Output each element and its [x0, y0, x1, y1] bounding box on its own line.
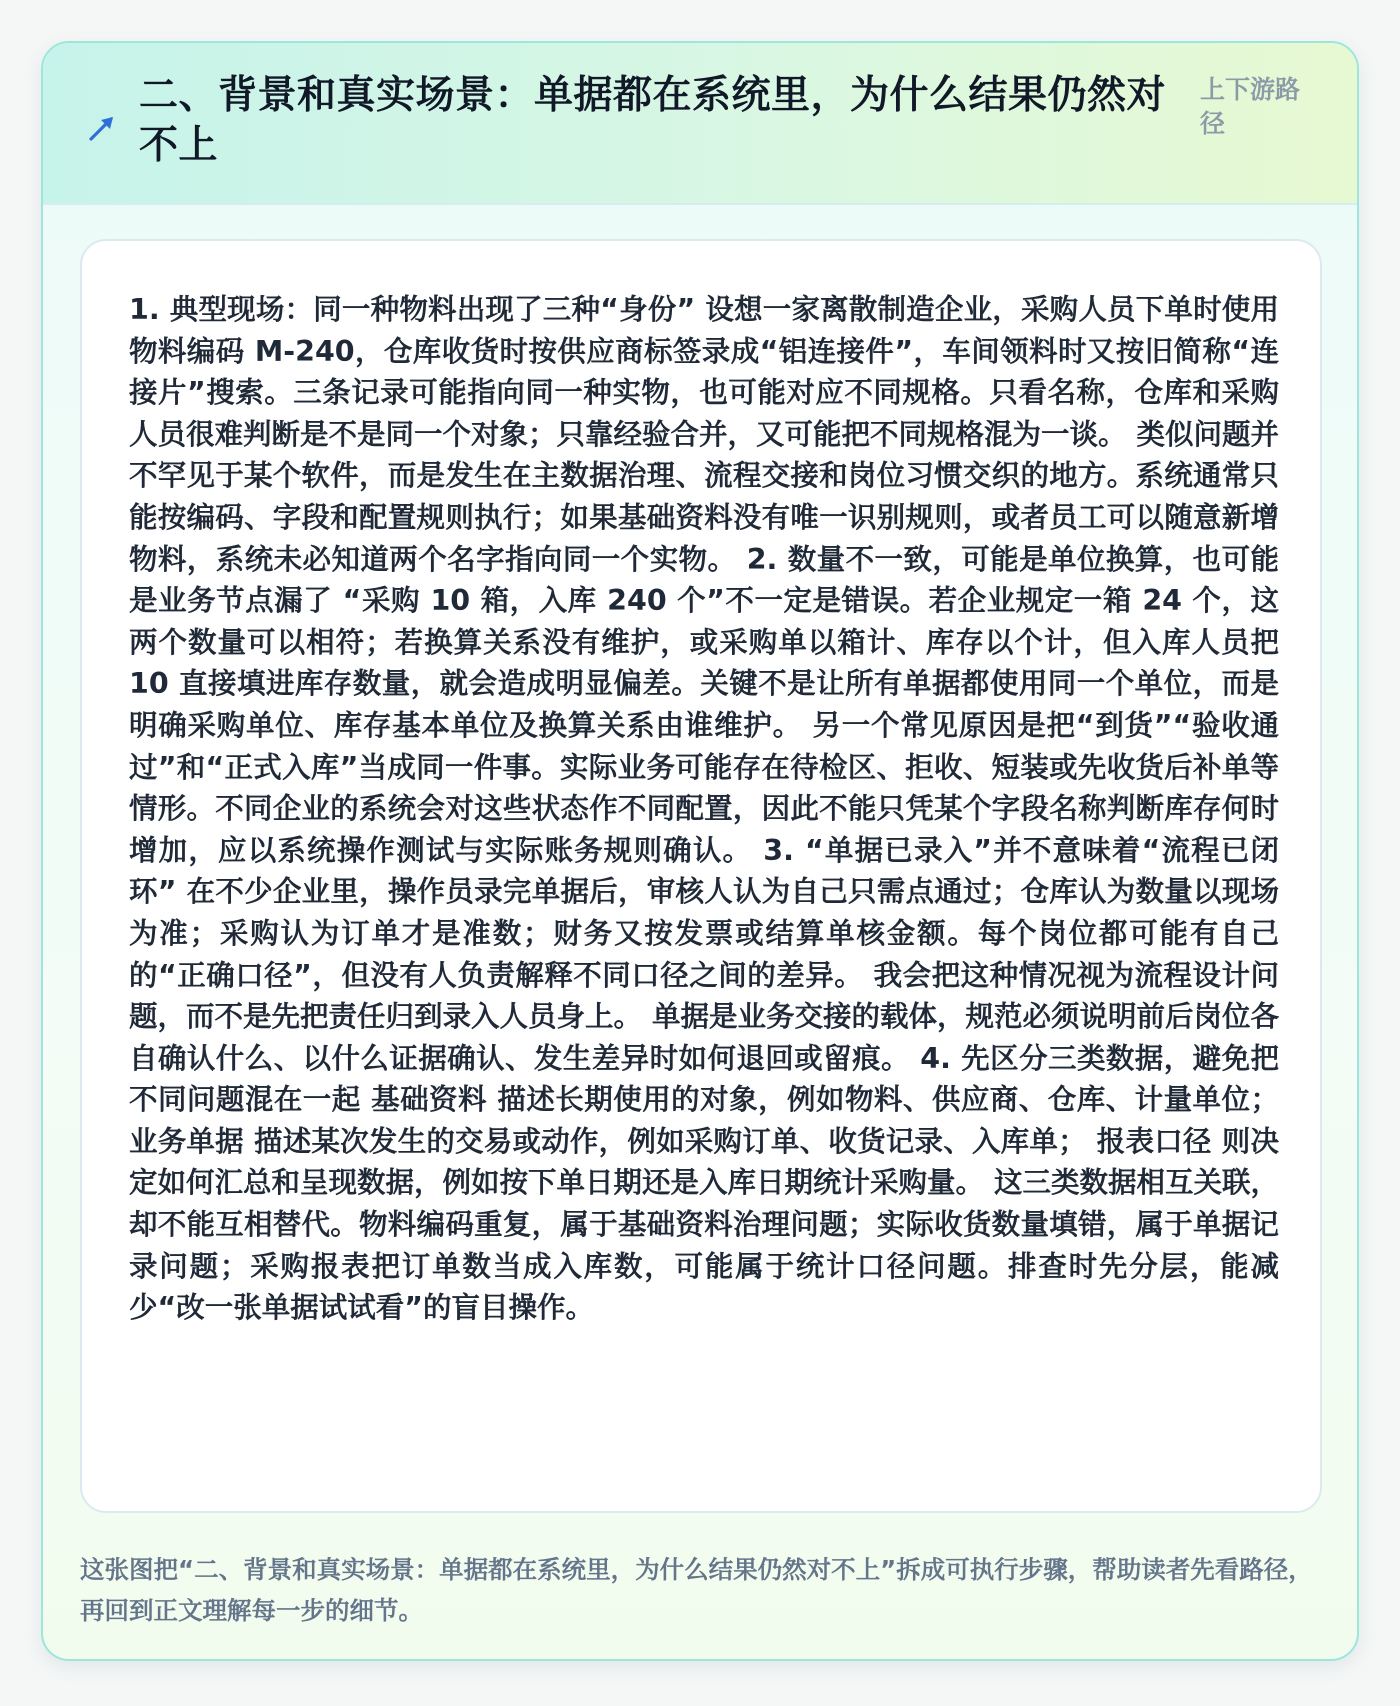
- card-header: [43, 43, 1357, 205]
- figure-caption: 这张图把“二、背景和真实场景：单据都在系统里，为什么结果仍然对不上”拆成可执行步骤，帮助读者先看路径，再回到正文理解每一步的细节。: [80, 1555, 1313, 1625]
- content-panel: [80, 239, 1322, 1513]
- arrow-up-right-icon: [87, 113, 117, 143]
- body-text: 1. 典型现场：同一种物料出现了三种“身份” 设想一家离散制造企业，采购人员下单时使用物料编码 M-240，仓库收货时按供应商标签录成“铝连接件”，车间领料时又按旧简称“连接片”搜索。三条记录可能指向同一种实物，也可能对应不同规格。只看名称，仓库和采购人员很难判断是不是同一个对象；只靠经验合并，又可能把不同规格混为一谈。 类似问题并不罕见于某个软件，而是发生在主数据治理、流程交接和岗位习惯交织的地方。系统通常只能按编码、字段和配置规则执行；如果基础资料没有唯一识别规则，或者员工可以随意新增物料，系统未必知道两个名字指向同一个实物。 2. 数量不一致，可能是单位换算，也可能是业务节点漏了 “采购 10 箱，入库 240 个”不一定是错误。若企业规定一箱 24 个，这两个数量可以相符；若换算关系没有维护，或采购单以箱计、库存以个计，但入库人员把 10 直接填进库存数量，就会造成明显偏差。关键不是让所有单据都使用同一个单位，而是明确采购单位、库存基本单位及换算关系由谁维护。 另一个常见原因是把“到货”“验收通过”和“正式入库”当成同一件事。实际业务可能存在待检区、拒收、短装或先收货后补单等情形。不同企业的系统会对这些状态作不同配置，因此不能只凭某个字段名称判断库存何时增加，应以系统操作测试与实际账务规则确认。 3. “单据已录入”并不意味着“流程已闭环” 在不少企业里，操作员录完单据后，审核人认为自己只需点通过；仓库认为数量以现场为准；采购认为订单才是准数；财务又按发票或结算单核金额。每个岗位都可能有自己的“正确口径”，但没有人负责解释不同口径之间的差异。 我会把这种情况视为流程设计问题，而不是先把责任归到录入人员身上。 单据是业务交接的载体，规范必须说明前后岗位各自确认什么、以什么证据确认、发生差异时如何退回或留痕。 4. 先区分三类数据，避免把不同问题混在一起 基础资料 描述长期使用的对象，例如物料、供应商、仓库、计量单位； 业务单据 描述某次发生的交易或动作，例如采购订单、收货记录、入库单； 报表口径 则决定如何汇总和呈现数据，例如按下单日期还是入库日期统计采购量。 这三类数据相互关联，却不能互相替代。物料编码重复，属于基础资料治理问题；实际收货数量填错，属于单据记录问题；采购报表把订单数当成入库数，可能属于统计口径问题。排查时先分层，能减少“改一张单据试试看”的盲目操作。: [129, 293, 1279, 1325]
- path-label[interactable]: 上下游路径: [1200, 75, 1301, 138]
- article-card: [41, 41, 1359, 1661]
- page-title: 二、背景和真实场景：单据都在系统里，为什么结果仍然对不上: [139, 73, 1167, 168]
